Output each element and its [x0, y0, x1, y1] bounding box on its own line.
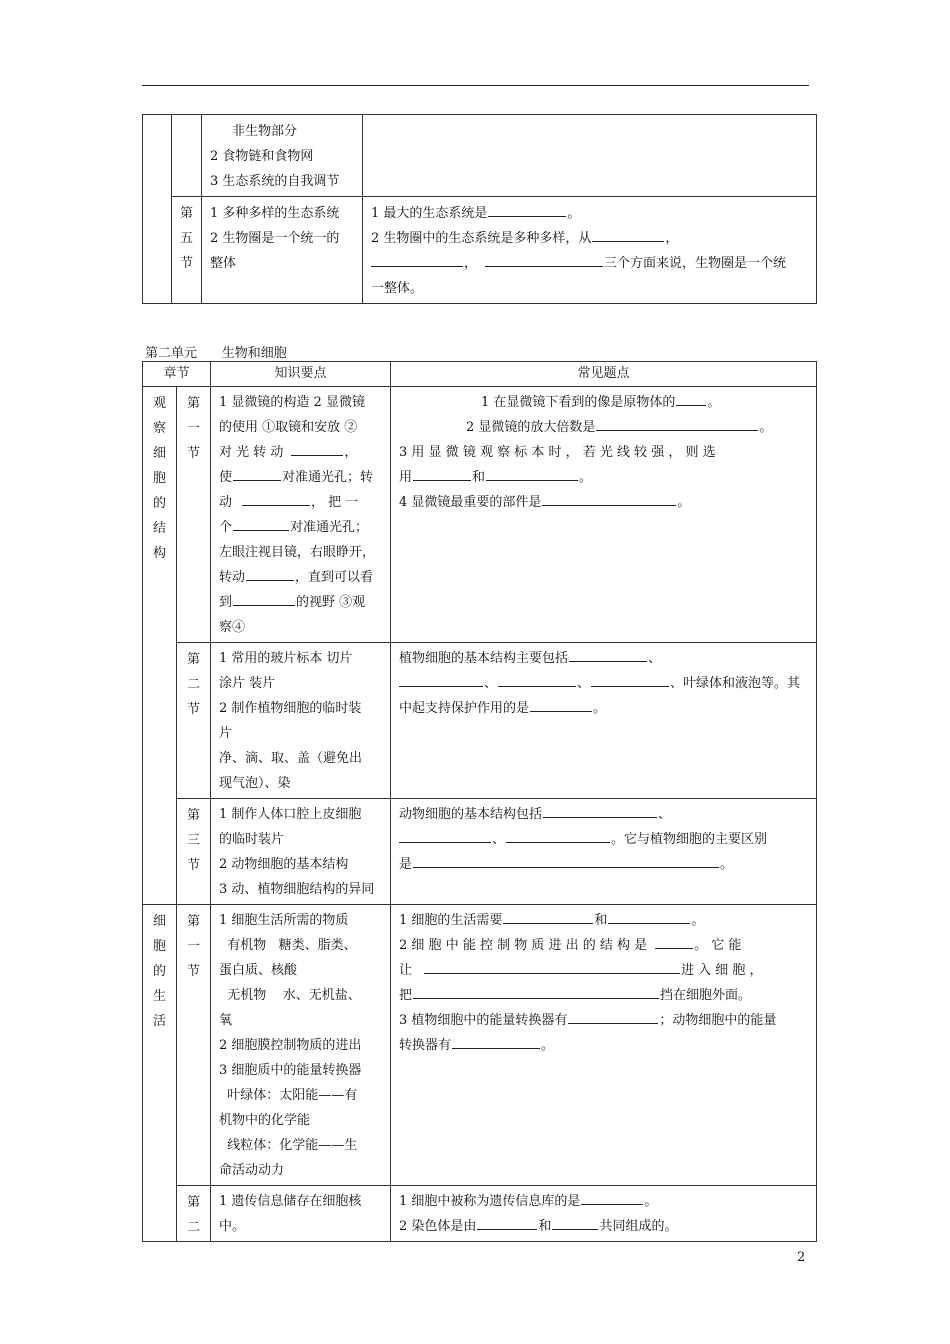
- knowledge-text: ，直到可以看: [295, 570, 374, 585]
- answer-blank[interactable]: [371, 251, 463, 267]
- knowledge-cell: [211, 387, 391, 643]
- chapter-char: 的: [152, 964, 166, 979]
- knowledge-line: 的使用 ①取镜和安放 ②: [219, 420, 358, 435]
- question-text: 、: [658, 807, 672, 822]
- section-char: 节: [187, 446, 201, 461]
- question-text: 2 细 胞 中 能 控 制 物 质 进 出 的 结 构 是: [399, 938, 648, 953]
- question-text: 4 显微镜最重要的部件是: [399, 495, 542, 510]
- question-line: [399, 490, 808, 515]
- chapter-label: [143, 387, 177, 905]
- knowledge-text: 的视野 ③观: [296, 595, 366, 610]
- knowledge-line: 机物中的化学能: [219, 1113, 311, 1128]
- section-char: 第: [187, 396, 201, 411]
- question-text: 挡在细胞外面。: [660, 988, 752, 1003]
- answer-blank[interactable]: [485, 251, 603, 267]
- section-cell: [172, 115, 202, 197]
- question-text: 。 它 能: [694, 938, 742, 953]
- questions-cell: [391, 387, 817, 643]
- section-label: [177, 1186, 211, 1242]
- question-text: 植物细胞的基本结构主要包括: [399, 651, 569, 666]
- knowledge-line: 2 动物细胞的基本结构: [219, 857, 349, 872]
- knowledge-line: [219, 490, 382, 515]
- section-char: 五: [179, 231, 193, 246]
- answer-blank[interactable]: [233, 465, 281, 481]
- answer-blank[interactable]: [608, 908, 690, 924]
- knowledge-cell: [211, 1186, 391, 1242]
- question-text: 。: [593, 701, 607, 716]
- question-text: 和: [472, 470, 486, 485]
- section-char: 节: [187, 702, 201, 717]
- knowledge-text: 使: [219, 470, 233, 485]
- knowledge-text: 对准通光孔；转: [282, 470, 374, 485]
- section-char: 节: [187, 858, 201, 873]
- knowledge-text: 对准通光孔；: [290, 520, 369, 535]
- answer-blank[interactable]: [543, 802, 657, 818]
- question-text: 。: [759, 420, 773, 435]
- question-text: 、叶绿体和液泡等。其: [670, 676, 801, 691]
- answer-blank[interactable]: [506, 827, 610, 843]
- question-text: 。: [567, 206, 581, 221]
- questions-cell: [391, 643, 817, 799]
- question-text: 动物细胞的基本结构包括: [399, 807, 543, 822]
- knowledge-line: 2 细胞膜控制物质的进出: [219, 1038, 362, 1053]
- question-line: [399, 933, 808, 958]
- question-line: [399, 958, 808, 983]
- question-line: [371, 251, 808, 276]
- knowledge-line: [219, 565, 382, 590]
- answer-blank[interactable]: [569, 646, 647, 662]
- question-line: [399, 415, 808, 440]
- chapter-char: 细: [152, 914, 166, 929]
- question-line: [399, 1214, 808, 1239]
- question-text: 2 生物圈中的生态系统是多种多样，从: [371, 231, 592, 246]
- header-knowledge: 知识要点: [211, 362, 391, 387]
- knowledge-line: 1 遗传信息储存在细胞核: [219, 1194, 362, 1209]
- question-text: 、: [484, 676, 498, 691]
- knowledge-line: 1 细胞生活所需的物质: [219, 913, 349, 928]
- knowledge-line: 2 生物圈是一个统一的: [210, 231, 340, 246]
- question-text: ；动物细胞中的能量: [659, 1013, 777, 1028]
- question-line: [399, 646, 808, 671]
- question-line: [399, 802, 808, 827]
- chapter-char: 生: [152, 989, 166, 1004]
- knowledge-line: 3 动、植物细胞结构的异同: [219, 882, 375, 897]
- chapter-char: 观: [152, 396, 166, 411]
- question-line: [399, 465, 808, 490]
- question-text: 、: [577, 676, 591, 691]
- question-line: [399, 852, 808, 877]
- knowledge-line: 3 细胞质中的能量转换器: [219, 1063, 362, 1078]
- knowledge-line: 1 制作人体口腔上皮细胞: [219, 807, 362, 822]
- questions-cell: [391, 905, 817, 1186]
- knowledge-line: 叶绿体：太阳能——有: [219, 1088, 358, 1103]
- chapter-cell: [143, 115, 172, 304]
- knowledge-line: 非生物部分: [232, 124, 298, 139]
- section-char: 节: [179, 256, 193, 271]
- knowledge-line: 片: [219, 726, 233, 741]
- chapter-char: 构: [152, 546, 166, 561]
- knowledge-line: 1 显微镜的构造 2 显微镜: [219, 395, 365, 410]
- question-text: 、: [648, 651, 662, 666]
- answer-blank[interactable]: [592, 226, 664, 242]
- chapter-char: 活: [152, 1014, 166, 1029]
- answer-blank[interactable]: [477, 1214, 537, 1230]
- question-text: 3 植物细胞中的能量转换器有: [399, 1013, 568, 1028]
- answer-blank[interactable]: [291, 440, 343, 456]
- header-questions: 常见题点: [391, 362, 817, 387]
- question-text: 和: [594, 913, 608, 928]
- knowledge-text: 动: [219, 495, 233, 510]
- answer-blank[interactable]: [424, 958, 680, 974]
- answer-blank[interactable]: [530, 696, 592, 712]
- knowledge-line: [219, 465, 382, 490]
- question-line: [399, 827, 808, 852]
- section-char: 二: [187, 677, 201, 692]
- knowledge-line: 无机物 水、无机盐、: [219, 988, 361, 1003]
- chapter-char: 细: [152, 446, 166, 461]
- knowledge-cell: [211, 799, 391, 905]
- knowledge-line: 的临时装片: [219, 832, 285, 847]
- knowledge-line: [219, 515, 382, 540]
- knowledge-line: 3 生态系统的自我调节: [210, 174, 340, 189]
- knowledge-text: 到: [219, 595, 233, 610]
- question-line: [371, 201, 808, 226]
- header-chapter: 章节: [143, 362, 211, 387]
- section-label: [177, 387, 211, 643]
- answer-blank[interactable]: [581, 1189, 643, 1205]
- question-text: 进 入 细 胞 ，: [681, 963, 763, 978]
- knowledge-cell: [211, 643, 391, 799]
- knowledge-line: 蛋白质、核酸: [219, 963, 298, 978]
- question-line: [399, 1033, 808, 1058]
- answer-blank[interactable]: [399, 827, 491, 843]
- question-text: ，: [464, 256, 478, 271]
- question-line: [399, 908, 808, 933]
- questions-cell: [391, 799, 817, 905]
- question-text: 。: [579, 470, 593, 485]
- knowledge-line: 净、滴、取、盖（避免出: [219, 751, 363, 766]
- chapter-char: 察: [152, 421, 166, 436]
- knowledge-line: 察④: [219, 620, 246, 635]
- questions-cell: [363, 115, 817, 197]
- knowledge-text: ， 把 一: [311, 495, 359, 510]
- question-text: 、: [492, 832, 506, 847]
- answer-blank[interactable]: [676, 390, 706, 406]
- section-char: 一: [187, 421, 201, 436]
- section-char: 三: [187, 833, 201, 848]
- section-label: [177, 799, 211, 905]
- question-text: 1 细胞中被称为遗传信息库的是: [399, 1194, 581, 1209]
- question-line: [399, 1189, 808, 1214]
- answer-blank[interactable]: [246, 565, 294, 581]
- answer-blank[interactable]: [655, 933, 693, 949]
- question-line: 3 用 显 微 镜 观 察 标 本 时 ， 若 光 线 较 强 ， 则 选: [399, 445, 716, 460]
- question-text: 转换器有: [399, 1038, 452, 1053]
- questions-cell: [391, 1186, 817, 1242]
- question-text: 共同组成的。: [599, 1219, 678, 1234]
- header-rule: [142, 85, 809, 86]
- section-char: 第: [187, 1195, 201, 1210]
- answer-blank[interactable]: [568, 1008, 658, 1024]
- question-text: 是: [399, 857, 413, 872]
- answer-blank[interactable]: [399, 671, 483, 687]
- answer-blank[interactable]: [591, 671, 669, 687]
- question-text: 三个方面来说，生物圈是一个统: [604, 256, 787, 271]
- question-text: 2 显微镜的放大倍数是: [466, 420, 596, 435]
- answer-blank[interactable]: [488, 201, 566, 217]
- knowledge-text: 个: [219, 520, 233, 535]
- section-char: 第: [179, 206, 193, 221]
- answer-blank[interactable]: [413, 852, 719, 868]
- section-char: 二: [187, 1220, 201, 1235]
- question-text: 用: [399, 470, 413, 485]
- question-text: 和: [538, 1219, 552, 1234]
- section-char: 一: [187, 939, 201, 954]
- knowledge-cell: [202, 115, 363, 197]
- knowledge-line: 命活动动力: [219, 1163, 285, 1178]
- question-text: 。: [677, 495, 691, 510]
- answer-blank[interactable]: [233, 590, 295, 606]
- question-line: 一整体。: [371, 281, 424, 296]
- knowledge-line: 线粒体：化学能——生: [219, 1138, 358, 1153]
- answer-blank[interactable]: [452, 1033, 540, 1049]
- answer-blank[interactable]: [498, 671, 576, 687]
- question-text: 。: [691, 913, 705, 928]
- knowledge-cell: [211, 905, 391, 1186]
- section-char: 第: [187, 652, 201, 667]
- question-text: ，: [665, 231, 679, 246]
- knowledge-line: 涂片 装片: [219, 676, 276, 691]
- section-label: [177, 643, 211, 799]
- knowledge-line: 2 食物链和食物网: [210, 149, 314, 164]
- knowledge-line: 现气泡）、染: [219, 776, 291, 791]
- question-text: 1 在显微镜下看到的像是原物体的: [481, 395, 676, 410]
- knowledge-text: 对 光 转 动: [219, 445, 284, 460]
- answer-blank[interactable]: [486, 465, 578, 481]
- question-line: [399, 983, 808, 1008]
- section-label: [177, 905, 211, 1186]
- question-text: 1 细胞的生活需要: [399, 913, 503, 928]
- knowledge-line: 1 常用的玻片标本 切片: [219, 651, 353, 666]
- knowledge-line: 2 制作植物细胞的临时装: [219, 701, 362, 716]
- answer-blank[interactable]: [503, 908, 593, 924]
- knowledge-line: [219, 440, 382, 465]
- chapter-char: 的: [152, 496, 166, 511]
- knowledge-line: [219, 590, 382, 615]
- knowledge-cell: [202, 197, 363, 304]
- answer-blank[interactable]: [542, 490, 676, 506]
- chapter-label: [143, 905, 177, 1242]
- question-text: 把: [399, 988, 413, 1003]
- answer-blank[interactable]: [552, 1214, 598, 1230]
- question-line: [399, 390, 808, 415]
- knowledge-line: 整体: [210, 256, 237, 271]
- knowledge-line: 有机物 糖类、脂类、: [219, 938, 357, 953]
- section-label: [172, 197, 202, 304]
- answer-blank[interactable]: [233, 515, 289, 531]
- question-text: 。: [644, 1194, 658, 1209]
- question-text: 1 最大的生态系统是: [371, 206, 488, 221]
- question-line: [399, 696, 808, 721]
- question-text: 2 染色体是由: [399, 1219, 477, 1234]
- unit-title: 第二单元 生物和细胞: [145, 346, 287, 361]
- section-char: 第: [187, 914, 201, 929]
- questions-cell: [363, 197, 817, 304]
- question-text: 。: [720, 857, 734, 872]
- section-char: 第: [187, 808, 201, 823]
- knowledge-line: 氧: [219, 1013, 233, 1028]
- answer-blank[interactable]: [596, 415, 758, 431]
- knowledge-text: 转动: [219, 570, 246, 585]
- page-number: 2: [797, 1250, 806, 1265]
- section-char: 节: [187, 964, 201, 979]
- knowledge-line: 1 多种多样的生态系统: [210, 206, 340, 221]
- answer-blank[interactable]: [242, 490, 310, 506]
- knowledge-line: 中。: [219, 1219, 246, 1234]
- question-line: [371, 226, 808, 251]
- ecosystem-table: [142, 114, 817, 304]
- chapter-char: 胞: [152, 471, 166, 486]
- knowledge-line: 左眼注视目镜，右眼睁开，: [219, 545, 376, 560]
- cell-unit-table: [142, 361, 817, 1242]
- question-line: [399, 1008, 808, 1033]
- chapter-char: 结: [152, 521, 166, 536]
- question-text: 。它与植物细胞的主要区别: [611, 832, 768, 847]
- knowledge-text: ，: [344, 445, 358, 460]
- question-text: 中起支持保护作用的是: [399, 701, 530, 716]
- question-text: 让: [399, 963, 413, 978]
- answer-blank[interactable]: [413, 465, 471, 481]
- question-line: [399, 671, 808, 696]
- answer-blank[interactable]: [413, 983, 659, 999]
- question-text: 。: [541, 1038, 555, 1053]
- question-text: 。: [707, 395, 721, 410]
- chapter-char: 胞: [152, 939, 166, 954]
